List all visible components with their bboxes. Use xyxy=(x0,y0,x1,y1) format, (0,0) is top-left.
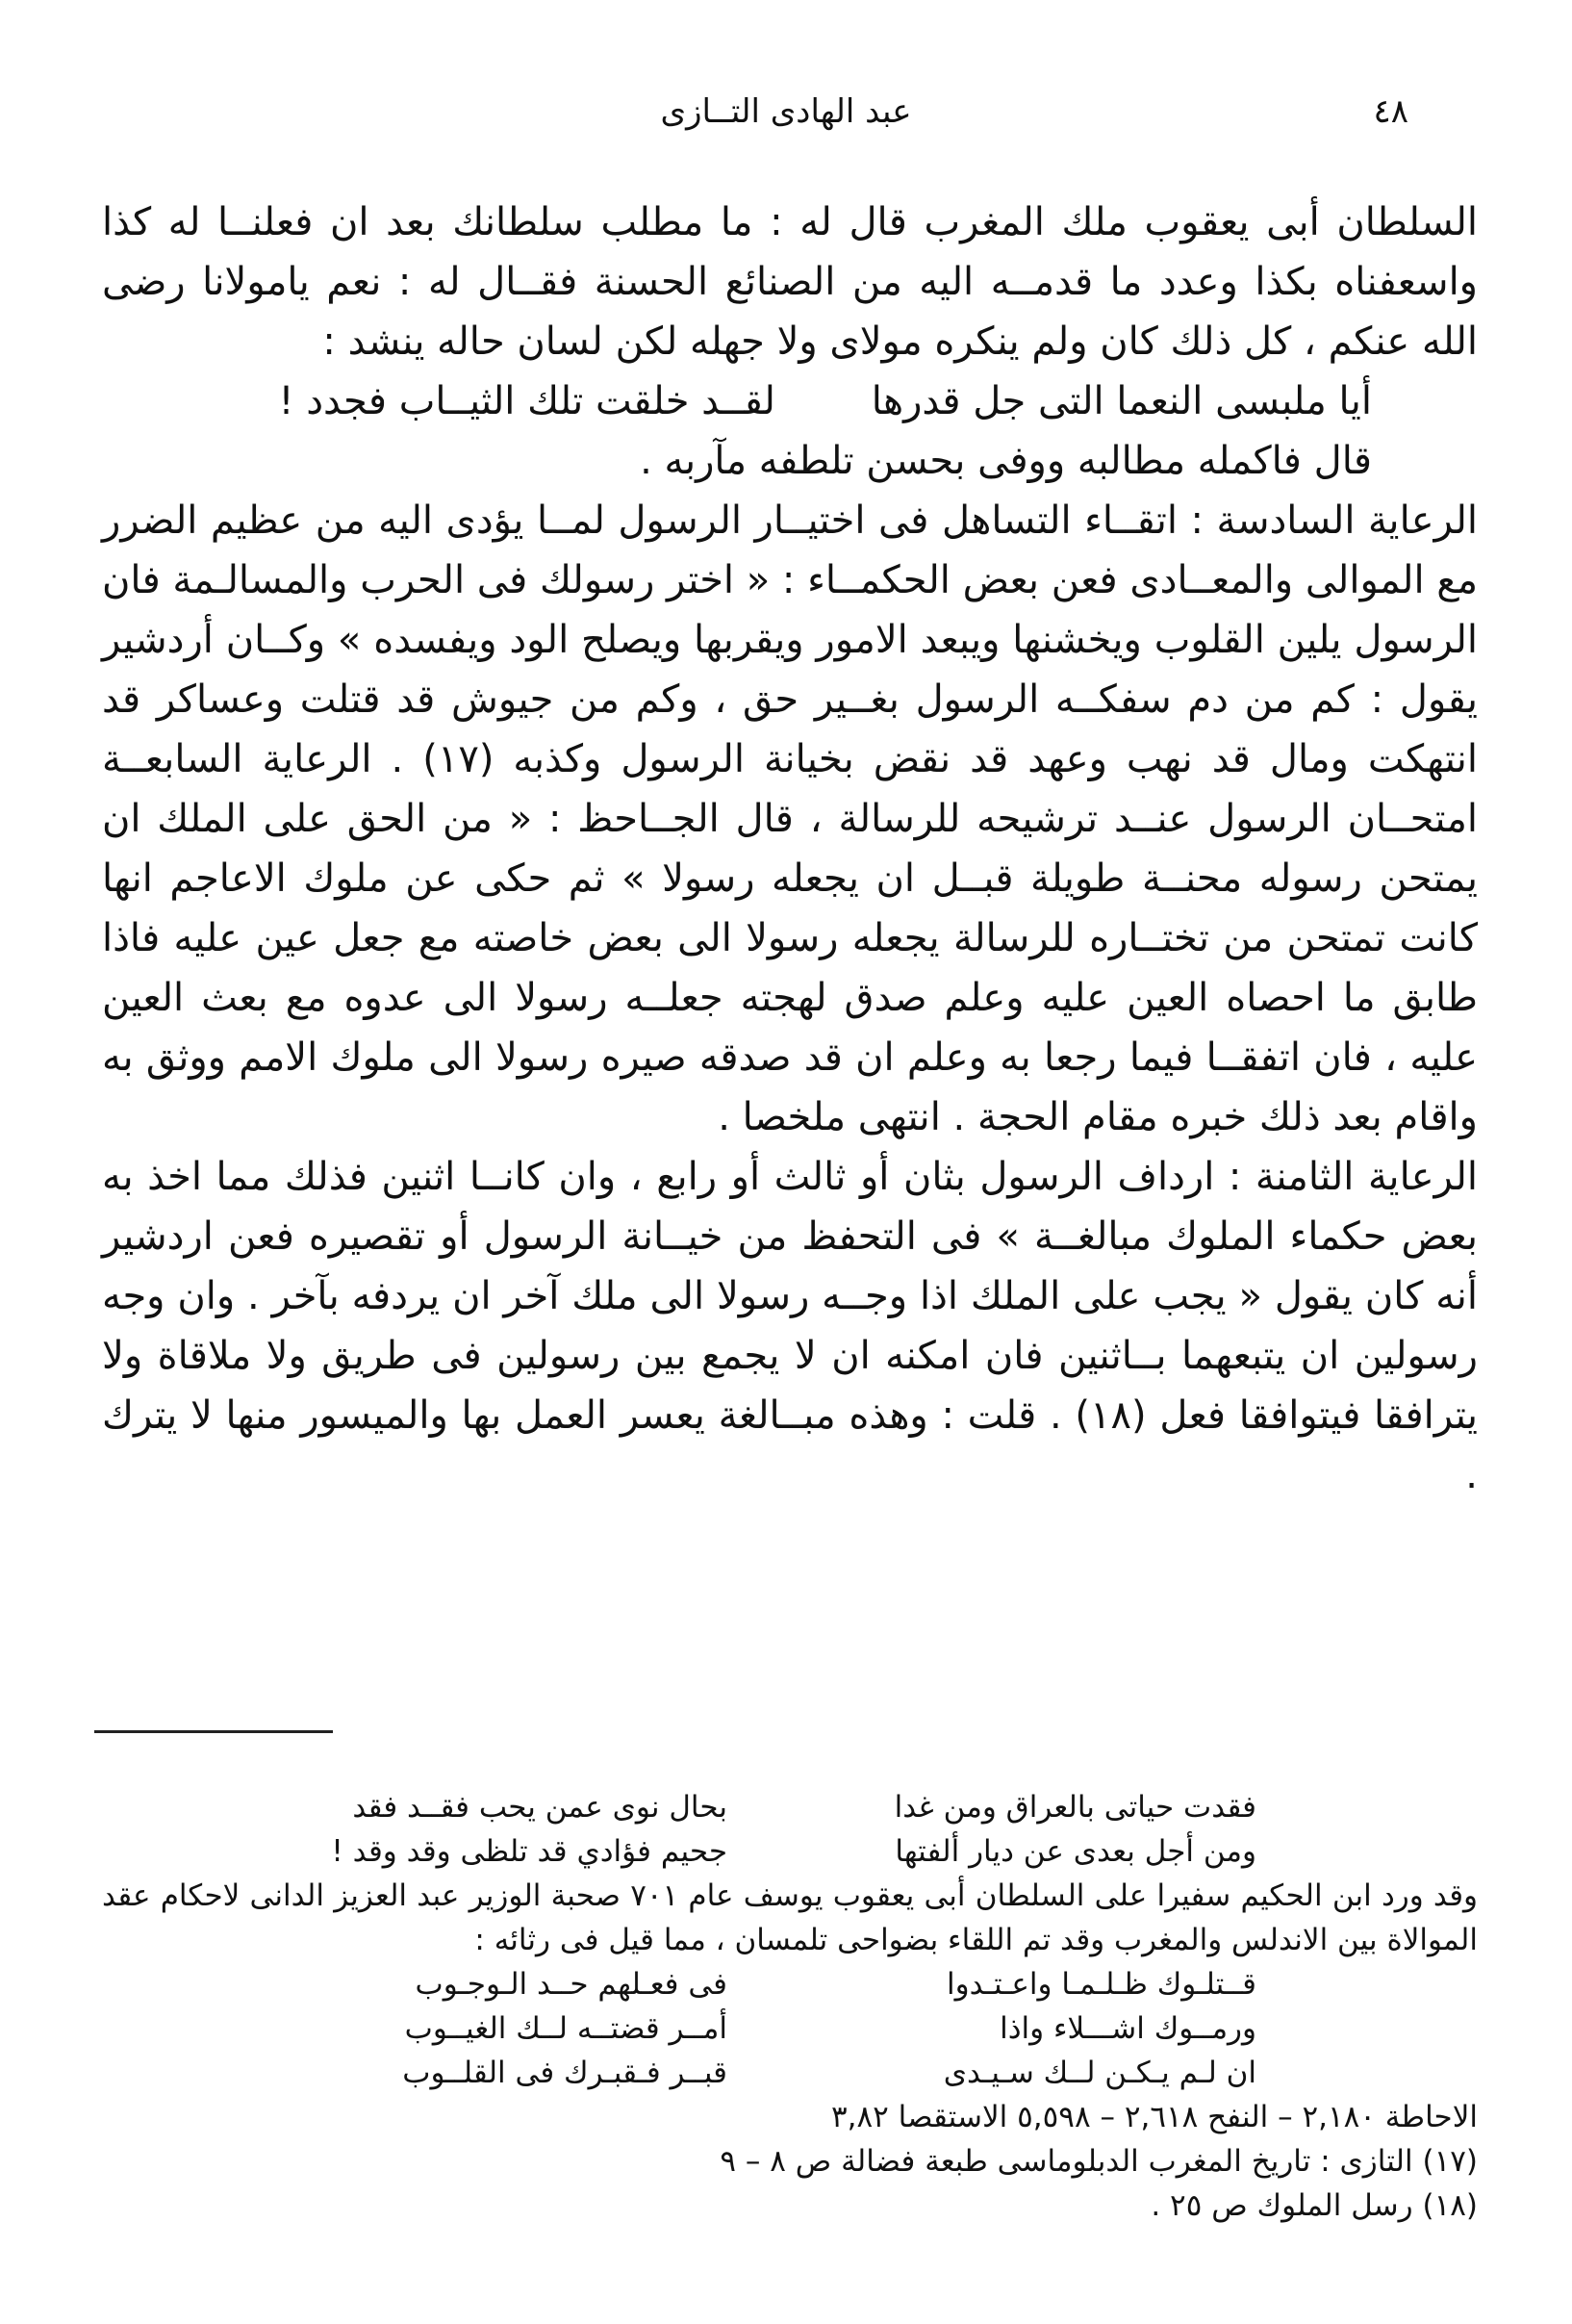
main-text xyxy=(102,192,1478,1505)
page-number: ٤٨ xyxy=(1373,92,1408,131)
footnote-verse-5-h2: قبــر فـقبـرك فى القلــوب xyxy=(402,2056,727,2090)
footnote-verse-5-h1: ان لـم يـكـن لــك سـيـدى xyxy=(943,2056,1256,2090)
footnote-separator xyxy=(94,1730,333,1733)
footnote-verse-4-h1: ورمــوك اشـــلاء واذا xyxy=(1000,2011,1256,2046)
paragraph-3: الرعاية السادسة : اتقــاء التساهل فى اختيــار الرسول لمــا يؤدى اليه من عظيم الضرر مع الموالى والمعــادى فعن بعض الحكمــاء : « اختر رسولك فى الحرب والمسالـمة فان الرسول يلين القلوب ويخشنها ويبعد الامور ويقربها ويصلح الود ويفسده » وكــان أردشير يقول : كم من دم سفكــه الرسول بغــير حق ، وكم من جيوش قد قتلت وعساكر قد انتهكت ومال قد نهب وعهد قد نقض بخيانة الرسول وكذبه (١٧) . الرعاية السابعــة امتحــان الرسول عنــد ترشيحه للرسالة ، قال الجــاحظ : « من الحق على الملك ان يمتحن رسوله محنــة طويلة قبــل ان يجعله رسولا » ثم حكى عن ملوك الاعاجم انها كانت تمتحن من تختــاره للرسالة يجعله رسولا الى بعض خاصته مع جعل عين عليه فاذا طابق ما احصاه العين عليه وعلم صدق لهجته جعلــه رسولا الى عدوه مع بعث العين عليه ، فان اتفقــا فيما رجعا به وعلم ان قد صدقه صيره رسولا الى ملوك الامم ووثق به واقام بعد ذلك خبره مقام الحجة . انتهى ملخصا . xyxy=(102,498,1479,1139)
footnote-verse-2-h2: جحيم فؤادي قد تلظى وقد وقد ! xyxy=(331,1834,727,1869)
paragraph-1: السلطان أبى يعقوب ملك المغرب قال له : ما مطلب سلطانك بعد ان فعلنــا له كذا واسعفناه بكذا وعدد ما قدمــه اليه من الصنائع الحسنة فقــال له : نعم يامولانا رضى الله عنكم ، كل ذلك كان ولم ينكره مولاى ولا جهله لكن لسان حاله ينشد : xyxy=(102,200,1478,364)
footnote-17: (١٧) التازى : تاريخ المغرب الدبلوماسى طبعة فضالة ص ٨ – ٩ xyxy=(720,2144,1478,2179)
footnote-verse-3-h2: فى فعـلهم حــد الـوجـوب xyxy=(415,1967,727,2002)
verse-hemistich-2: لقــد خلقت تلك الثيــاب فجدد ! xyxy=(278,379,775,423)
footnote-verse-1-h1: فقدت حياتى بالعراق ومن غدا xyxy=(894,1790,1256,1825)
footnote-verse-2-h1: ومن أجل بعدى عن ديار ألفتها xyxy=(895,1834,1256,1869)
footnote-verse-4 xyxy=(102,2006,1256,2051)
footnote-verse-3 xyxy=(102,1962,1256,2006)
verse-hemistich-1: أيا ملبسى النعما التى جل قدرها xyxy=(871,379,1372,423)
footnote-references: الاحاطة ٢,١٨٠ – النفح ٢,٦١٨ – ٥,٥٩٨ الاستقصا ٣,٨٢ xyxy=(830,2100,1478,2134)
footnote-verse-1 xyxy=(102,1785,1256,1829)
page-header xyxy=(125,92,1447,150)
running-title: عبد الهادى التــازى xyxy=(660,92,912,131)
footnote-verse-2 xyxy=(102,1829,1256,1874)
footnote-18: (١٨) رسل الملوك ص ٢٥ . xyxy=(1151,2188,1478,2223)
footnote-verse-3-h1: قــتلـوك ظـلـمـا واعـتـدوا xyxy=(947,1967,1256,2002)
footnote-prose: وقد ورد ابن الحكيم سفيرا على السلطان أبى يعقوب يوسف عام ٧٠١ صحبة الوزير عبد العزيز الدانى لاحكام عقد الموالاة بين الاندلس والمغرب وقد تم اللقاء بضواحى تلمسان ، مما قيل فى رثائه : xyxy=(102,1878,1478,1957)
verse-line xyxy=(121,371,1372,431)
footnote-verse-5 xyxy=(102,2051,1256,2095)
footnote-verse-1-h2: بحال نوى عمن يحب فقــد فقد xyxy=(352,1790,727,1825)
paragraph-2: قال فاكمله مطالبه ووفى بحسن تلطفه مآربه . xyxy=(640,439,1372,483)
paragraph-4: الرعاية الثامنة : ارداف الرسول بثان أو ثالث أو رابع ، وان كانــا اثنين فذلك مما اخذ به بعض حكماء الملوك مبالغــة » فى التحفظ من خيــانة الرسول أو تقصيره فعن اردشير أنه كان يقول « يجب على الملك اذا وجــه رسولا الى ملك آخر ان يردفه بآخر . وان وجه رسولين ان يتبعهما بــاثنين فان امكنه ان لا يجمع بين رسولين فى طريق ولا ملاقاة ولا يترافقا فيتوافقا فعل (١٨) . قلت : وهذه مبــالغة يعسر العمل بها والميسور منها لا يترك . xyxy=(102,1155,1478,1497)
footnotes xyxy=(102,1785,1478,2228)
footnote-verse-4-h2: أمــر قضتــه لــك الغيــوب xyxy=(404,2011,727,2046)
